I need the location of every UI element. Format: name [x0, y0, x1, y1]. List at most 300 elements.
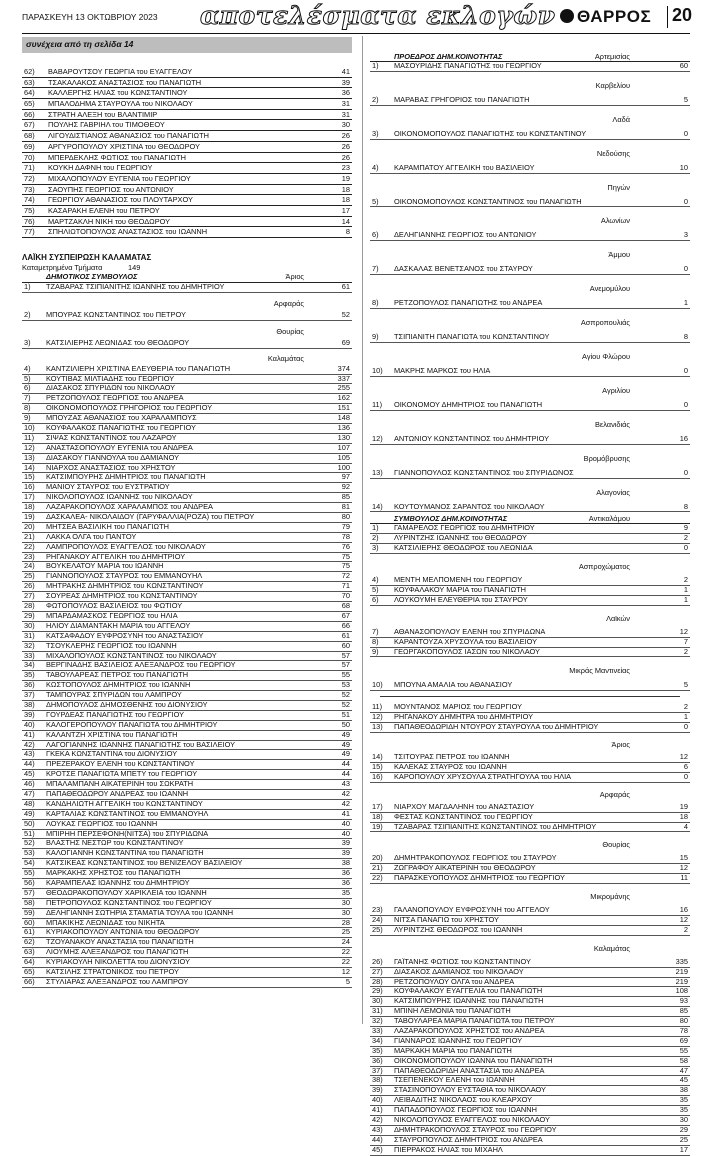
row-number: 28)	[24, 601, 35, 611]
newspaper-logo	[560, 7, 651, 27]
column-divider	[362, 36, 363, 1024]
vote-count: 16	[679, 433, 688, 443]
vote-count: 18	[679, 811, 688, 821]
vote-count: 30	[679, 1114, 688, 1124]
candidate-name: ΚΑΡΑΜΠΑΤΟΥ ΑΓΓΕΛΙΚΗ του ΒΑΣΙΛΕΙΟΥ	[394, 162, 535, 172]
row-number: 1)	[372, 523, 379, 533]
candidate-name: ΓΙΑΝΝΑΡΟΣ ΙΩΑΝΝΗΣ του ΓΕΩΡΓΙΟΥ	[394, 1035, 523, 1045]
table-row	[370, 823, 690, 833]
row-number: 62)	[24, 937, 35, 947]
candidate-name: ΡΕΤΖΟΠΟΥΛΟΣ ΓΕΩΡΓΙΟΣ του ΑΝΔΡΕΑ	[46, 393, 184, 403]
row-number: 12)	[24, 442, 35, 452]
counted-label: Καταμετρημένα Τμήματα	[22, 263, 103, 272]
candidate-name: ΚΑΡΑΜΠΕΛΑΣ ΙΩΑΝΝΗΣ του ΔΗΜΗΤΡΙΟΥ	[46, 877, 190, 887]
row-number: 54)	[24, 858, 35, 868]
candidate-name: ΠΑΡΑΣΚΕΥΟΠΟΥΛΟΣ ΔΗΜΗΤΡΙΟΣ του ΓΕΩΡΓΙΟΥ	[394, 873, 565, 883]
vote-count: 39	[341, 77, 350, 87]
row-number: 67)	[24, 120, 35, 130]
row-number: 73)	[24, 184, 35, 194]
page-header	[0, 0, 710, 36]
vote-count: 38	[679, 1085, 688, 1095]
row-number: 42)	[24, 739, 35, 749]
vote-count: 136	[337, 423, 350, 433]
page-number: 20	[672, 5, 693, 25]
row-number: 63)	[24, 77, 35, 87]
table-row	[370, 1096, 690, 1106]
candidate-name: ΤΑΜΠΟΥΡΑΣ ΣΠΥΡΙΔΩΝ του ΛΑΜΠΡΟΥ	[46, 690, 182, 700]
row-number: 14)	[372, 501, 383, 511]
candidate-name: ΜΑΝΙΟΥ ΣΤΑΥΡΟΣ του ΕΥΣΤΡΑΤΙΟΥ	[46, 482, 170, 492]
row-number: 41)	[372, 1105, 383, 1115]
row-number: 15)	[372, 761, 383, 771]
row-number: 31)	[24, 630, 35, 640]
candidate-name: ΤΣΟΥΚΛΕΡΗΣ ΓΕΩΡΓΙΟΣ του ΙΩΑΝΝΗ	[46, 640, 177, 650]
row-number: 65)	[24, 967, 35, 976]
vote-count: 2	[683, 702, 688, 712]
row-number: 14)	[24, 462, 35, 472]
table-row	[370, 469, 690, 479]
candidate-name: ΛΥΡΙΝΤΖΗΣ ΘΕΟΔΩΡΟΣ του ΙΩΑΝΝΗ	[394, 924, 523, 934]
table-row	[22, 206, 352, 217]
vote-count: 15	[679, 853, 688, 863]
vote-count: 17	[679, 1144, 688, 1154]
row-number: 10)	[24, 423, 35, 433]
table-row	[370, 401, 690, 411]
row-number: 6)	[24, 383, 31, 393]
row-number: 17)	[372, 801, 383, 811]
row-number: 7)	[372, 264, 379, 274]
vote-count: 8	[683, 501, 688, 511]
row-number: 20)	[24, 521, 35, 531]
vote-count: 44	[341, 769, 350, 779]
table-row	[22, 88, 352, 99]
vote-count: 0	[683, 399, 688, 409]
row-number: 25)	[24, 571, 35, 581]
vote-count: 41	[341, 67, 350, 76]
candidate-name: ΓΑΛΑΝΟΠΟΥΛΟΥ ΕΥΦΡΟΣΥΝΗ του ΑΓΓΕΛΟΥ	[394, 905, 550, 915]
row-number: 11)	[372, 702, 383, 712]
vote-count: 49	[341, 749, 350, 759]
vote-count: 85	[679, 1006, 688, 1016]
row-number: 9)	[372, 646, 379, 656]
row-number: 47)	[24, 788, 35, 798]
vote-count: 0	[683, 467, 688, 477]
vote-count: 52	[341, 699, 350, 709]
vote-count: 57	[341, 650, 350, 660]
candidate-name: ΚΑΤΣΙΚΕΑΣ ΚΩΝΣΤΑΝΤΙΝΟΣ του ΒΕΝΙΖΕΛΟΥ ΒΑΣΙΛΕΙΟΥ	[46, 858, 243, 868]
candidate-name: ΛΙΟΥΜΗΣ ΑΛΕΞΑΝΔΡΟΣ του ΠΑΝΑΓΙΩΤΗ	[46, 947, 189, 957]
table-row	[22, 78, 352, 89]
section-title: αποτελέσματα εκλογών	[200, 1, 556, 30]
place-label: Βελανιδιάς	[594, 419, 630, 429]
row-number: 56)	[24, 877, 35, 887]
table-row	[370, 1106, 690, 1116]
vote-count: 12	[341, 967, 350, 976]
continued-banner: συνέχεια από τη σελίδα 14	[22, 37, 352, 53]
place-label: Βρομόβρυσης	[583, 453, 630, 463]
candidate-name: ΑΝΤΩΝΙΟΥ ΚΩΝΣΤΑΝΤΙΝΟΣ του ΔΗΜΗΤΡΙΟΥ	[394, 433, 550, 443]
row-number: 16)	[24, 482, 35, 492]
vote-count: 1	[683, 298, 688, 308]
candidate-name: ΝΙΑΡΧΟΥ ΜΑΓΔΑΛΗΝΗ του ΑΝΑΣΤΑΣΙΟΥ	[394, 801, 535, 811]
row-number: 10)	[372, 680, 383, 690]
candidate-name: ΛΥΡΙΝΤΖΗΣ ΙΩΑΝΝΗΣ του ΘΕΟΔΩΡΟΥ	[394, 533, 527, 543]
vote-count: 75	[341, 551, 350, 561]
row-number: 72)	[24, 173, 35, 183]
place-label: Άμμου	[608, 250, 630, 260]
vote-count: 29	[679, 1124, 688, 1134]
candidate-name: ΓΙΑΝΝΟΠΟΥΛΟΣ ΚΩΝΣΤΑΝΤΙΝΟΣ του ΣΠΥΡΙΔΩΝΟΣ	[394, 467, 574, 477]
place-label: Νεδούσης	[596, 148, 630, 158]
candidate-name: ΒΟΥΚΕΛΑΤΟΥ ΜΑΡΙΑ του ΙΩΑΝΝΗ	[46, 561, 164, 571]
vote-count: 67	[341, 610, 350, 620]
row-number: 9)	[372, 332, 379, 342]
place-label: Άριος	[285, 272, 304, 281]
vote-count: 335	[675, 956, 688, 966]
table-row	[370, 231, 690, 241]
candidate-name: ΗΛΙΟΥ ΔΙΑΜΑΝΤΑΚΗ ΜΑΡΙΑ του ΑΓΓΕΛΟΥ	[46, 620, 191, 630]
candidate-name: ΚΑΡΑΝΤΟΥΖΑ ΧΡΥΣΟΥΛΑ του ΒΑΣΙΛΕΙΟΥ	[394, 636, 538, 646]
vote-count: 26	[341, 131, 350, 141]
row-number: 61)	[24, 927, 35, 937]
candidate-name: ΚΑΛΛΕΡΓΗΣ ΗΛΙΑΣ του ΚΩΝΣΤΑΝΤΙΝΟΥ	[48, 88, 188, 98]
candidate-name: ΜΠΑΛΑΜΠΑΝΗ ΑΙΚΑΤΕΡΙΝΗ του ΣΩΚΡΑΤΗ	[46, 779, 194, 789]
candidate-name: ΠΑΠΑΔΟΠΟΥΛΟΣ ΓΕΩΡΓΙΟΣ του ΙΩΑΝΝΗ	[394, 1105, 537, 1115]
table-row	[370, 1037, 690, 1047]
vote-count: 219	[675, 966, 688, 976]
table-row	[22, 67, 352, 78]
candidate-name: ΟΙΚΟΝΟΜΟΠΟΥΛΟΥ ΙΩΑΝΝΑ του ΠΑΝΑΓΙΩΤΗ	[394, 1055, 553, 1065]
candidate-name: ΑΡΓΥΡΟΠΟΥΛΟΥ ΧΡΙΣΤΙΝΑ του ΘΕΟΔΩΡΟΥ	[48, 141, 200, 151]
candidate-name: ΚΑΛΑΝΤΖΗ ΧΡΙΣΤΙΝΑ του ΠΑΝΑΓΙΩΤΗ	[46, 729, 178, 739]
row-number: 66)	[24, 976, 35, 986]
section-rule	[380, 696, 680, 697]
vote-count: 337	[337, 373, 350, 383]
vote-count: 78	[341, 531, 350, 541]
table-row: 1) ΤΖΑΒΑΡΑΣ ΤΣΙΠΙΑΝΙΤΗΣ ΙΩΑΝΝΗΣ του ΔΗΜΗΤΡΙΟΥ 61	[24, 282, 350, 291]
row-number: 23)	[24, 551, 35, 561]
candidate-name: ΜΠΑΡΔΑΜΑΣΚΟΣ ΓΕΩΡΓΙΟΣ του ΗΛΙΑ	[46, 610, 178, 620]
candidate-name: ΓΕΩΡΓΙΟΥ ΑΘΑΝΑΣΙΟΣ του ΠΛΟΥΤΑΡΧΟΥ	[48, 195, 193, 205]
row-number: 9)	[24, 413, 31, 423]
row-number: 8)	[372, 298, 379, 308]
candidate-name: ΚΑΛΟΓΕΡΟΠΟΥΛΟΥ ΠΑΝΑΓΙΩΤΑ του ΔΗΜΗΤΡΙΟΥ	[46, 719, 218, 729]
candidate-name: ΜΠΑΚΙΚΗΣ ΛΕΩΝΙΔΑΣ του ΝΙΚΗΤΑ	[46, 917, 165, 927]
row-number: 8)	[24, 403, 31, 413]
vote-count: 130	[337, 432, 350, 442]
place-label: Καλαμάτας	[593, 943, 630, 953]
candidate-name: ΤΣΑΚΑΛΑΚΟΣ ΑΝΑΣΤΑΣΙΟΣ του ΠΑΝΑΓΙΩΤΗ	[48, 77, 202, 87]
place-label: Λαδά	[612, 114, 630, 124]
vote-count: 49	[341, 729, 350, 739]
vote-count: 7	[683, 636, 688, 646]
table-row	[370, 1086, 690, 1096]
vote-count: 0	[683, 722, 688, 732]
vote-count: 0	[683, 543, 688, 553]
table-row	[370, 1067, 690, 1077]
vote-count: 17	[341, 205, 350, 215]
candidate-name: ΖΩΓΡΑΦΟΥ ΑΙΚΑΤΕΡΙΝΗ του ΘΕΟΔΩΡΟΥ	[394, 863, 536, 873]
row-number: 33)	[372, 1025, 383, 1035]
vote-count: 25	[679, 1134, 688, 1144]
row-number: 30)	[24, 620, 35, 630]
candidate-name: ΜΑΡΚΑΚΗ ΜΑΡΙΑ του ΠΑΝΑΓΙΩΤΗ	[394, 1045, 512, 1055]
vote-count: 0	[683, 196, 688, 206]
vote-count: 36	[341, 88, 350, 98]
row-number: 14)	[372, 752, 383, 762]
candidate-name: ΟΙΚΟΝΟΜΟΠΟΥΛΟΣ ΠΑΝΑΓΙΩΤΗΣ του ΚΩΝΣΤΑΝΤΙΝΟΥ	[394, 128, 587, 138]
vote-count: 12	[679, 914, 688, 924]
table-row	[370, 1017, 690, 1027]
vote-count: 30	[341, 120, 350, 130]
candidate-name: ΔΕΛΗΓΙΑΝΝΗ ΣΩΤΗΡΙΑ ΣΤΑΜΑΤΙΑ ΤΟΥΛΑ του ΙΩΑΝΝΗ	[46, 907, 234, 917]
row-number: 30)	[372, 996, 383, 1006]
row-number: 20)	[372, 853, 383, 863]
right-column	[370, 36, 690, 1156]
row-number: 3)	[372, 128, 379, 138]
vote-count: 26	[341, 152, 350, 162]
place-label: Ανεμομύλου	[589, 284, 630, 294]
row-number: 51)	[24, 828, 35, 838]
vote-count: 105	[337, 452, 350, 462]
candidate-name: ΚΟΥΦΑΛΑΚΟΣ ΠΑΝΑΓΙΩΤΗΣ του ΓΕΩΡΓΙΟΥ	[46, 423, 196, 433]
row-number: 11)	[372, 399, 383, 409]
row-number: 42)	[372, 1114, 383, 1124]
place-label: Πηγών	[607, 182, 630, 192]
candidate-name: ΔΙΑΣΑΚΟΣ ΣΠΥΡΙΔΩΝ του ΝΙΚΟΛΑΟΥ	[46, 383, 176, 393]
candidate-name: ΔΕΛΗΓΙΑΝΝΗΣ ΓΕΩΡΓΙΟΣ του ΑΝΤΩΝΙΟΥ	[394, 230, 537, 240]
candidate-name: ΝΙΤΣΑ ΠΑΝΑΓΙΩ του ΧΡΗΣΤΟΥ	[394, 914, 499, 924]
row-number: 11)	[24, 432, 35, 442]
candidate-name: ΛΟΥΚΑΣ ΓΕΩΡΓΙΟΣ του ΙΩΑΝΝΗ	[46, 818, 158, 828]
table-row	[370, 681, 690, 691]
vote-count: 5	[683, 680, 688, 690]
vote-count: 47	[679, 1065, 688, 1075]
row-number: 58)	[24, 897, 35, 907]
row-number: 36)	[24, 680, 35, 690]
row-number: 15)	[24, 472, 35, 482]
candidate-name: ΛΟΥΚΟΥΜΗ ΕΛΕΥΘΕΡΙΑ του ΣΤΑΥΡΟΥ	[394, 594, 528, 604]
candidate-name: ΓΚΕΚΑ ΚΩΝΣΤΑΝΤΙΝΑ του ΔΙΟΝΥΣΙΟΥ	[46, 749, 178, 759]
candidate-name: ΣΤΥΛΙΑΡΑΣ ΑΛΕΞΑΝΔΡΟΣ του ΛΑΜΠΡΟΥ	[46, 976, 189, 986]
place-label: Αρφαράς	[599, 789, 630, 799]
table-row	[370, 1116, 690, 1126]
vote-count: 162	[337, 393, 350, 403]
row-number: 64)	[24, 88, 35, 98]
candidate-name: ΜΠΙΡΗΗ ΠΕΡΣΕΦΟΝΗ(ΝΙΤΣΑ) του ΣΠΥΡΙΔΩΝΑ	[46, 828, 209, 838]
candidate-name: ΓΙΑΝΝΟΠΟΥΛΟΣ ΣΤΑΥΡΟΣ του ΕΜΜΑΝΟΥΗΛ	[46, 571, 203, 581]
row-number: 26)	[372, 956, 383, 966]
vote-count: 8	[345, 227, 350, 237]
vote-count: 19	[679, 801, 688, 811]
row-number: 13)	[24, 452, 35, 462]
candidate-name: ΚΟΥΚΗ ΔΑΦΝΗ του ΓΕΩΡΓΙΟΥ	[48, 163, 153, 173]
table-row	[370, 435, 690, 445]
vote-count: 10	[679, 162, 688, 172]
candidate-name: ΚΑΤΣΙΜΠΟΥΡΗΣ ΙΩΑΝΝΗΣ του ΠΑΝΑΓΙΩΤΗ	[394, 996, 544, 1006]
table-row	[370, 544, 690, 554]
row-number: 63)	[24, 947, 35, 957]
row-number: 5)	[24, 373, 31, 383]
vote-count: 30	[341, 907, 350, 917]
row-number: 29)	[372, 986, 383, 996]
candidate-name: ΛΑΖΑΡΑΚΟΠΟΥΛΟΣ ΧΑΡΑΛΑΜΠΟΣ του ΑΝΔΡΕΑ	[46, 502, 213, 512]
results-table-kalamata	[22, 365, 352, 988]
row-number: 13)	[372, 467, 383, 477]
vote-count: 22	[341, 947, 350, 957]
row-number: 44)	[24, 759, 35, 769]
table-row: 2) ΜΠΟΥΡΑΣ ΚΩΝΣΤΑΝΤΙΝΟΣ του ΠΕΤΡΟΥ 52	[24, 309, 350, 319]
vote-count: 97	[341, 472, 350, 482]
vote-count: 5	[345, 976, 350, 986]
row-number: 6)	[372, 594, 379, 604]
vote-count: 0	[683, 128, 688, 138]
vote-count: 30	[341, 897, 350, 907]
candidate-name: ΜΑΡΚΑΚΗΣ ΧΡΗΣΤΟΣ του ΠΑΝΑΓΙΩΤΗ	[46, 868, 181, 878]
row-number: 13)	[372, 722, 383, 732]
vote-count: 57	[341, 660, 350, 670]
row-number: 45)	[24, 769, 35, 779]
row-number: 7)	[24, 393, 31, 403]
candidate-name: ΚΑΣΑΡΑΚΗ ΕΛΕΝΗ του ΠΕΤΡΟΥ	[48, 205, 160, 215]
candidate-name: ΛΙΓΟΥΔΙΣΤΙΑΝΟΣ ΑΘΑΝΑΣΙΟΣ του ΠΑΝΑΓΙΩΤΗ	[48, 131, 209, 141]
row-number: 39)	[24, 709, 35, 719]
candidate-name: ΤΣΕΠΕΝΕΚΟΥ ΕΛΕΝΗ του ΙΩΑΝΝΗ	[394, 1075, 515, 1085]
issue-date: ΠΑΡΑΣΚΕΥΗ 13 ΟΚΤΩΒΡΙΟΥ 2023	[22, 12, 158, 22]
place-label: Λαϊκών	[606, 613, 630, 623]
candidate-name: ΔΗΜΗΤΡΑΚΟΠΟΥΛΟΣ ΓΕΩΡΓΙΟΣ του ΣΤΑΥΡΟΥ	[394, 853, 557, 863]
candidate-name: ΔΑΣΚΑΛΕΑ- ΝΙΚΟΛΑΙΔΟΥ (ΓΑΡΥΦΑΛΛΙΑ(ΡΟΖΑ) του ΠΕΤΡΟΥ	[46, 512, 255, 522]
row-number: 5)	[372, 585, 379, 595]
vote-count: 31	[341, 99, 350, 109]
candidate-name: ΣΤΡΑΤΗ ΑΛΕΞΗ του ΒΛΑΝΤΙΜΙΡ	[48, 109, 158, 119]
table-row	[22, 978, 352, 988]
vote-count: 60	[341, 640, 350, 650]
row-number: 34)	[24, 660, 35, 670]
vote-count: 23	[341, 163, 350, 173]
vote-count: 50	[341, 719, 350, 729]
row-number: 40)	[372, 1095, 383, 1105]
candidate-name: ΑΘΑΝΑΣΟΠΟΥΛΟΥ ΕΛΕΝΗ του ΣΠΥΡΙΔΩΝΑ	[394, 626, 546, 636]
vote-count: 2	[683, 646, 688, 656]
row-number: 48)	[24, 798, 35, 808]
candidate-name: ΓΟΥΡΔΕΑΣ ΠΑΝΑΓΙΩΤΗΣ του ΓΕΩΡΓΙΟΥ	[46, 709, 185, 719]
candidate-name: ΚΟΥΦΑΛΑΚΟΥ ΕΥΑΓΓΕΛΙΑ του ΠΑΝΑΓΙΩΤΗ	[394, 986, 543, 996]
table-row	[370, 596, 690, 606]
vote-count: 9	[683, 523, 688, 533]
vote-count: 55	[679, 1045, 688, 1055]
vote-count: 12	[679, 863, 688, 873]
place-label: Αλωνίων	[600, 216, 630, 226]
counted-sections	[22, 263, 352, 272]
table-row	[370, 367, 690, 377]
row-number: 12)	[372, 712, 383, 722]
vote-count: 26	[341, 141, 350, 151]
candidate-name: ΜΕΝΤΗ ΜΕΛΠΟΜΕΝΗ του ΓΕΩΡΓΙΟΥ	[394, 575, 523, 585]
counted-value: 149	[128, 263, 141, 272]
vote-count: 4	[683, 821, 688, 831]
row-number: 1)	[372, 61, 379, 70]
row-number: 2)	[372, 533, 379, 543]
vote-count: 1	[683, 594, 688, 604]
row-number: 40)	[24, 719, 35, 729]
place-label: Αγίου Φλώρου	[582, 352, 630, 362]
place-label: Μικρομάνης	[590, 892, 630, 902]
community-council-header: ΣΥΜΒΟΥΛΟΣ ΔΗΜ.ΚΟΙΝΟΤΗΤΑΣ Αντικαλάμου	[370, 514, 690, 524]
candidate-name: ΚΑΤΣΙΜΠΟΥΡΗΣ ΔΗΜΗΤΡΙΟΣ του ΠΑΝΑΓΙΩΤΗ	[46, 472, 206, 482]
candidate-name: ΔΑΣΚΑΛΑΣ ΒΕΝΕΤΣΑΝΟΣ του ΣΤΑΥΡΟΥ	[394, 264, 533, 274]
vote-count: 374	[337, 363, 350, 373]
candidate-name: ΡΕΤΖΟΠΟΥΛΟΥ ΟΛΓΑ του ΑΝΔΡΕΑ	[394, 976, 515, 986]
table-row	[370, 723, 690, 733]
table-row	[22, 174, 352, 185]
row-number: 27)	[372, 966, 383, 976]
table-row	[22, 142, 352, 153]
row-number: 43)	[24, 749, 35, 759]
row-number: 35)	[24, 670, 35, 680]
table-row	[370, 1126, 690, 1136]
vote-count: 6	[683, 761, 688, 771]
candidate-name: ΜΠΟΥΖΑΣ ΑΘΑΝΑΣΙΟΣ του ΧΑΡΑΛΑΜΠΟΥΣ	[46, 413, 197, 423]
vote-count: 28	[341, 917, 350, 927]
candidate-name: ΦΩΤΟΠΟΥΛΟΣ ΒΑΣΙΛΕΙΟΣ του ΦΩΤΙΟΥ	[46, 601, 183, 611]
row-number: 64)	[24, 957, 35, 967]
candidate-name: ΔΗΜΗΤΡΑΚΟΠΟΥΛΟΣ ΣΤΑΥΡΟΣ του ΓΕΩΡΓΙΟΥ	[394, 1124, 557, 1134]
candidate-name: ΚΟΥΤΙΒΑΣ ΜΙΛΤΙΑΔΗΣ του ΓΕΩΡΓΙΟΥ	[46, 373, 175, 383]
vote-count: 18	[341, 195, 350, 205]
candidate-name: ΜΠΕΡΔΕΚΛΗΣ ΦΩΤΙΟΣ του ΠΑΝΑΓΙΩΤΗ	[48, 152, 186, 162]
candidate-name: ΚΥΡΙΑΚΟΠΟΥΛΟΥ ΑΝΤΩΝΙΑ του ΘΕΟΔΩΡΟΥ	[46, 927, 200, 937]
candidate-name: ΤΑΒΟΥΛΑΡΕΑ ΜΑΡΙΑ ΠΑΝΑΓΙΩΤΑ του ΠΕΤΡΟΥ	[394, 1016, 555, 1026]
table-row	[370, 874, 690, 884]
vote-count: 69	[679, 1035, 688, 1045]
table-row	[22, 195, 352, 206]
candidate-name: ΓΑΜΑΡΕΛΟΣ ΓΕΩΡΓΙΟΣ του ΔΗΜΗΤΡΙΟΥ	[394, 523, 535, 533]
row-number: 46)	[24, 779, 35, 789]
row-number: 37)	[24, 690, 35, 700]
candidate-name: ΓΑΪΤΑΝΗΣ ΦΩΤΙΟΣ του ΚΩΝΣΤΑΝΤΙΝΟΥ	[394, 956, 531, 966]
vote-count: 0	[683, 264, 688, 274]
vote-count: 76	[341, 541, 350, 551]
candidate-name: ΣΑΟΥΠΗΣ ΓΕΩΡΓΙΟΣ του ΑΝΤΩΝΙΟΥ	[48, 184, 174, 194]
table-row	[370, 926, 690, 936]
row-number: 75)	[24, 205, 35, 215]
row-number: 2)	[372, 94, 379, 104]
vote-count: 80	[679, 1016, 688, 1026]
candidate-name: ΘΕΟΔΩΡΑΚΟΠΟΥΛΟΥ ΧΑΡΙΚΛΕΙΑ του ΙΩΑΝΝΗ	[46, 887, 207, 897]
table-row	[370, 62, 690, 72]
table-row	[370, 333, 690, 343]
row-number: 16)	[372, 771, 383, 781]
vote-count: 8	[683, 332, 688, 342]
row-number: 69)	[24, 141, 35, 151]
row-number: 53)	[24, 848, 35, 858]
row-number: 23)	[372, 905, 383, 915]
row-number: 21)	[372, 863, 383, 873]
row-number: 74)	[24, 195, 35, 205]
candidate-name: ΒΑΒΑΡΟΥΤΣΟΥ ΓΕΩΡΓΙΑ του ΕΥΑΓΓΕΛΟΥ	[48, 67, 193, 76]
vote-count: 78	[679, 1025, 688, 1035]
row-number: 38)	[372, 1075, 383, 1085]
vote-count: 1	[683, 712, 688, 722]
candidate-name: ΚΑΡΟΠΟΥΛΟΥ ΧΡΥΣΟΥΛΑ ΣΤΡΑΤΗΓΟΥΛΑ του ΗΛΙΑ	[394, 771, 572, 781]
vote-count: 52	[341, 690, 350, 700]
candidate-name: ΝΙΚΟΛΟΠΟΥΛΟΣ ΕΥΑΓΓΕΛΟΣ του ΝΙΚΟΛΑΟΥ	[394, 1114, 550, 1124]
row-number: 32)	[24, 640, 35, 650]
vote-count: 42	[341, 788, 350, 798]
candidate-name: ΚΟΥΤΟΥΜΑΝΟΣ ΣΑΡΑΝΤΟΣ του ΝΙΚΟΛΑΟΥ	[394, 501, 545, 511]
candidate-name: ΑΝΑΣΤΑΣΟΠΟΥΛΟΥ ΕΥΓΕΝΙΑ του ΑΝΔΡΕΑ	[46, 442, 193, 452]
